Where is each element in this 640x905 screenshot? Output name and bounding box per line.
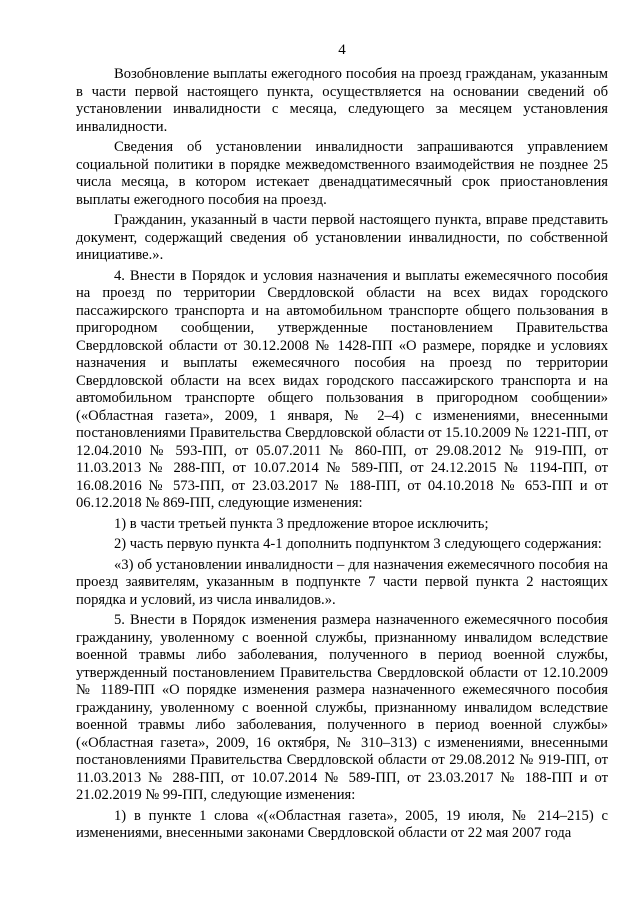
paragraph-disability-info-request: Сведения об установлении инвалидности запрашиваются управлением социальной политики в порядке межведомственного взаимодействия не позднее 25 числа месяца, в котором истекает двенадцатимесячный срок приостановления выплаты ежегодного пособия на проезд. xyxy=(76,139,608,208)
paragraph-citizen-right: Гражданин, указанный в части первой настоящего пункта, вправе представить документ, содержащий сведения об установлении инвалидности, по собственной инициативе.». xyxy=(76,212,608,263)
paragraph-item-4-sub-2: 2) часть первую пункта 4-1 дополнить подпунктом 3 следующего содержания: xyxy=(114,536,602,552)
document-page xyxy=(76,40,608,846)
paragraph-item-5: 5. Внести в Порядок изменения размера назначенного ежемесячного пособия гражданину, уволенному с военной службы, признанному инвалидом вследствие военной травмы либо заболевания, полученного в период военной службы, утвержденный постановлением Правительства Свердловской области от 12.10.2009 № 1189-ПП «О порядке изменения размера назначенного ежемесячного пособия гражданину, уволенному с военной службы, признанному инвалидом вследствие военной травмы либо заболевания, полученного в период военной службы» («Областная газета», 2009, 16 октября, № 310–313) с изменениями, внесенными постановлениями Правительства Свердловской области от 29.08.2012 № 919-ПП, от 11.03.2013 № 288-ПП, от 10.07.2014 № 589-ПП, от 23.03.2017 № 188-ПП и от 21.02.2019 № 99-ПП, следующие изменения: xyxy=(76,612,608,803)
paragraph-item-4-sub-1: 1) в части третьей пункта 3 предложение второе исключить; xyxy=(114,515,489,532)
paragraph-item-5-sub-1: 1) в пункте 1 слова «(«Областная газета», 2005, 19 июля, № 214–215) с изменениями, внесенными законами Свердловской области от 22 мая 2007 года xyxy=(76,807,608,841)
paragraph-resumption: Возобновление выплаты ежегодного пособия на проезд гражданам, указанным в части первой настоящего пункта, осуществляется на основании сведений об установлении инвалидности с месяца, следующего за месяцем установления инвалидности. xyxy=(76,66,608,135)
page-number: 4 xyxy=(338,42,346,58)
paragraph-item-4: 4. Внести в Порядок и условия назначения и выплаты ежемесячного пособия на проезд по территории Свердловской области на всех видах городского пассажирского транспорта и на автомобильном транспорте общего пользования в пригородном сообщении, утвержденные постановлением Правительства Свердловской области от 30.12.2008 № 1428-ПП «О размере, порядке и условиях назначения и выплаты ежемесячного пособия на проезд по территории Свердловской области на всех видах городского пассажирского транспорта и на автомобильном транспорте общего пользования в пригородном сообщении» («Областная газета», 2009, 1 января, № 2–4) с изменениями, внесенными постановлениями Правительства Свердловской области от 15.10.2009 № 1221-ПП, от 12.04.2010 № 593-ПП, от 05.07.2011 № 860-ПП, от 29.08.2012 № 919-ПП, от 11.03.2013 № 288-ПП, от 10.07.2014 № 589-ПП, от 24.12.2015 № 1194-ПП, от 16.08.2016 № 573-ПП, от 23.03.2017 № 188-ПП, от 04.10.2018 № 653-ПП и от 06.12.2018 № 869-ПП, следующие изменения: xyxy=(76,267,608,511)
paragraph-item-4-sub-2-text: «3) об установлении инвалидности – для назначения ежемесячного пособия на проезд заявителям, указанным в подпункте 7 части первой пункта 2 настоящих порядка и условий, из числа инвалидов.». xyxy=(76,556,608,608)
